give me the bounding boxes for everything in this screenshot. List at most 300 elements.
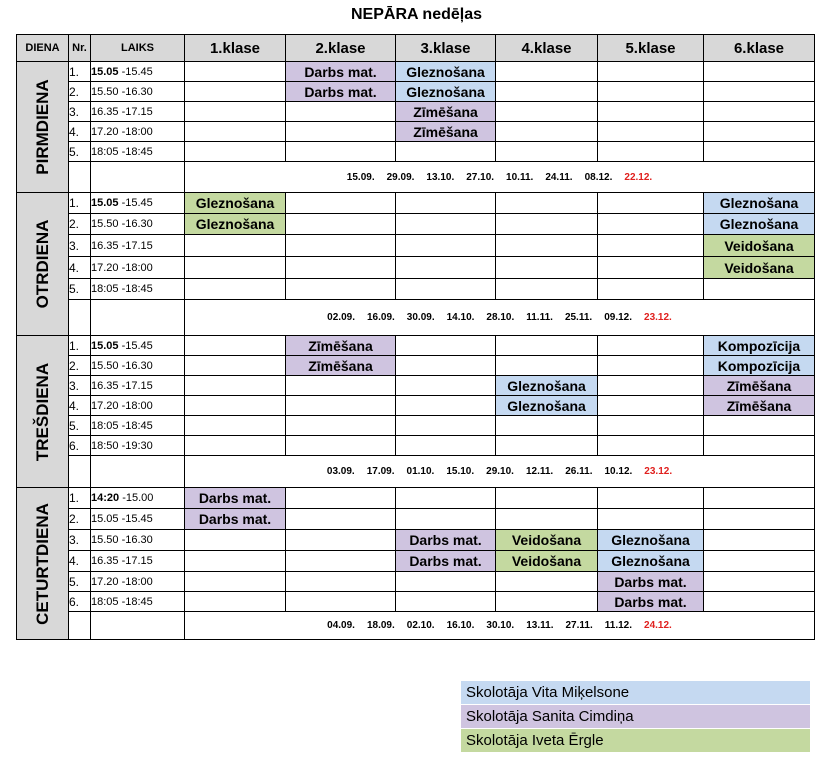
lesson-cell: Darbs mat. [185,509,286,530]
lesson-time-start: 14:20 [91,492,120,504]
lesson-cell [396,193,496,214]
date-item: 30.09. [406,312,435,323]
lesson-time [91,193,185,214]
lesson-cell [396,592,496,612]
table-row [17,376,815,396]
date-item: 16.09. [366,312,395,323]
lesson-cell: Gleznošana [396,62,496,82]
lesson-number: 6. [69,592,91,612]
lesson-cell [286,436,396,456]
lesson-cell [185,62,286,82]
lesson-cell [704,488,815,509]
lesson-time [91,530,185,551]
lesson-cell [496,257,598,279]
lesson-cell: Veidošana [496,530,598,551]
lesson-cell [496,436,598,456]
lesson-number: 2. [69,356,91,376]
table-row [17,551,815,572]
day-label [17,488,69,640]
lesson-cell [496,416,598,436]
schedule-table [16,34,815,640]
lesson-time [91,214,185,235]
date-item: 14.10. [446,312,475,323]
lesson-time-end: -15.45 [118,197,153,209]
lesson-time [91,488,185,509]
day-label [17,336,69,488]
lesson-cell [704,509,815,530]
lesson-cell: Darbs mat. [396,530,496,551]
lesson-time-end: -18:45 [118,283,153,295]
lesson-cell [598,336,704,356]
lesson-time-start: 15.05 [91,513,119,525]
lesson-cell [185,356,286,376]
lesson-number: 5. [69,142,91,162]
empty-cell [69,612,91,640]
header-row [17,35,815,62]
lesson-time [91,416,185,436]
lesson-cell [496,82,598,102]
lesson-cell: Kompozīcija [704,356,815,376]
lesson-time-start: 18:50 [91,439,119,452]
legend-item-teacher-3: Skolotāja Iveta Ērgle [461,729,810,752]
dates-cell [185,300,815,336]
lesson-cell [286,396,396,416]
date-item: 17.09. [366,466,395,477]
table-row [17,102,815,122]
lesson-time-end: -16.30 [118,218,153,230]
lesson-cell [704,551,815,572]
lesson-time-start: 15.50 [91,85,119,98]
date-item: 16.10. [446,620,475,631]
empty-cell [91,162,185,193]
date-item: 27.10. [466,171,495,183]
lesson-cell [286,572,396,592]
header-class-3: 3.klase [396,35,496,62]
table-row [17,396,815,416]
lesson-time-start: 16.35 [91,239,119,252]
lesson-cell [704,122,815,142]
lesson-time [91,356,185,376]
lesson-time-end: -15.45 [118,65,153,78]
header-time: LAIKS [91,35,185,62]
date-item: 28.10. [486,312,515,323]
lesson-number: 4. [69,551,91,572]
lesson-cell [286,376,396,396]
lesson-cell [496,488,598,509]
lesson-cell [185,257,286,279]
date-item: 25.11. [564,312,593,323]
lesson-time-end: -16.30 [118,534,153,546]
date-item: 26.11. [565,466,593,477]
lesson-cell [704,279,815,300]
dates-row [17,300,815,336]
table-row [17,122,815,142]
lesson-time-start: 16.35 [91,379,119,392]
table-row [17,142,815,162]
lesson-number: 2. [69,82,91,102]
lesson-time-end: -16.30 [118,85,153,98]
lesson-time [91,82,185,102]
lesson-cell [396,396,496,416]
lesson-cell [704,142,815,162]
date-item: 15.09. [346,171,375,183]
lesson-time-start: 17.20 [91,125,119,138]
date-item: 11.11. [526,312,553,323]
empty-cell [91,300,185,336]
lesson-time [91,509,185,530]
lesson-time-end: -18:00 [118,575,153,588]
lesson-cell [598,416,704,436]
lesson-cell [396,376,496,396]
lesson-cell [598,279,704,300]
lesson-cell [396,214,496,235]
lesson-cell [185,416,286,436]
lesson-cell [185,279,286,300]
lesson-number: 3. [69,102,91,122]
lesson-time-start: 16.35 [91,555,119,567]
dates-cell [185,612,815,640]
lesson-number: 5. [69,416,91,436]
lesson-time-end: -18:45 [118,145,153,158]
date-item: 10.11. [506,171,534,183]
lesson-cell [704,82,815,102]
lesson-cell [286,551,396,572]
lesson-cell [286,488,396,509]
lesson-cell [598,193,704,214]
lesson-cell [598,376,704,396]
lesson-cell: Darbs mat. [286,62,396,82]
lesson-cell [704,530,815,551]
lesson-cell [286,416,396,436]
lesson-cell [598,436,704,456]
lesson-cell [396,416,496,436]
dates-row [17,612,815,640]
lesson-time [91,62,185,82]
empty-cell [69,162,91,193]
lesson-cell [598,257,704,279]
lesson-cell [286,235,396,257]
lesson-time [91,376,185,396]
lesson-number: 3. [69,376,91,396]
lesson-time-start: 18:05 [91,145,119,158]
lesson-cell: Kompozīcija [704,336,815,356]
lesson-cell: Zīmēšana [396,122,496,142]
date-item: 04.09. [327,620,355,631]
table-row [17,436,815,456]
lesson-cell [496,62,598,82]
empty-cell [69,456,91,488]
lesson-cell: Zīmēšana [396,102,496,122]
lesson-cell: Darbs mat. [185,488,286,509]
empty-cell [91,456,185,488]
lesson-cell [185,82,286,102]
lesson-time [91,572,185,592]
lesson-number: 1. [69,488,91,509]
lesson-time [91,102,185,122]
dates-row [17,456,815,488]
day-name: CETURTDIENA [32,502,52,625]
lesson-time-start: 17.20 [91,575,119,588]
legend-item-teacher-1: Skolotāja Vita Miķelsone [461,681,810,704]
lesson-cell [185,142,286,162]
lesson-cell [598,509,704,530]
header-class-5: 5.klase [598,35,704,62]
lesson-cell [598,396,704,416]
lesson-time-start: 18:05 [91,283,119,295]
lesson-cell: Gleznošana [598,551,704,572]
table-row [17,488,815,509]
lesson-cell [185,235,286,257]
date-item: 03.09. [326,466,355,477]
lesson-time [91,279,185,300]
legend [461,681,810,753]
lesson-cell [396,257,496,279]
lesson-cell: Veidošana [496,551,598,572]
date-item: 01.10. [406,466,435,477]
lesson-cell: Darbs mat. [396,551,496,572]
date-item: 27.11. [565,620,593,631]
lesson-cell [185,102,286,122]
lesson-cell: Gleznošana [396,82,496,102]
date-item: 10.12. [604,466,633,477]
table-row [17,416,815,436]
lesson-number: 1. [69,336,91,356]
lesson-cell [286,102,396,122]
lesson-time-start: 18:05 [91,419,119,432]
header-class-6: 6.klase [704,35,815,62]
lesson-cell [396,235,496,257]
lesson-cell: Veidošana [704,257,815,279]
lesson-cell: Zīmēšana [704,376,815,396]
date-item: 29.10. [486,466,514,477]
lesson-number: 1. [69,62,91,82]
dates-cell [185,162,815,193]
table-row [17,82,815,102]
lesson-cell [496,214,598,235]
lesson-cell [185,396,286,416]
lesson-time-start: 15.50 [91,218,119,230]
date-item: 13.11. [526,620,554,631]
dates-row [17,162,815,193]
lesson-cell [704,416,815,436]
lesson-cell [185,592,286,612]
lesson-time-end: -15.00 [119,492,154,504]
lesson-time [91,122,185,142]
lesson-time [91,235,185,257]
date-item: 24.11. [545,171,573,183]
table-row [17,530,815,551]
lesson-cell [496,193,598,214]
date-item: 08.12. [584,171,613,183]
lesson-cell [496,235,598,257]
lesson-number: 2. [69,509,91,530]
lesson-cell [286,193,396,214]
table-row [17,214,815,235]
lesson-time [91,396,185,416]
lesson-cell [185,122,286,142]
lesson-cell [286,279,396,300]
lesson-cell [496,102,598,122]
lesson-cell [496,592,598,612]
lesson-cell [496,572,598,592]
lesson-cell [286,530,396,551]
lesson-cell [396,336,496,356]
lesson-cell [598,214,704,235]
page-title: NEPĀRA nedēļas [351,6,482,23]
lesson-cell [286,142,396,162]
header-class-1: 1.klase [185,35,286,62]
lesson-cell [185,530,286,551]
lesson-time-end: -17.15 [118,555,153,567]
lesson-number: 6. [69,436,91,456]
date-item: 12.11. [525,466,554,477]
lesson-cell [598,122,704,142]
lesson-cell: Darbs mat. [598,592,704,612]
legend-item-teacher-2: Skolotāja Sanita Cimdiņa [461,705,810,728]
lesson-cell [704,62,815,82]
lesson-cell [396,488,496,509]
lesson-number: 5. [69,572,91,592]
lesson-time-start: 17.20 [91,261,119,274]
day-name: OTRDIENA [32,219,52,309]
lesson-cell [286,257,396,279]
lesson-number: 4. [69,396,91,416]
lesson-number: 5. [69,279,91,300]
lesson-number: 1. [69,193,91,214]
lesson-cell [704,436,815,456]
date-item: 30.10. [486,620,515,631]
table-row [17,193,815,214]
date-item: 02.09. [327,312,355,323]
lesson-cell [286,592,396,612]
lesson-cell [185,572,286,592]
table-row [17,336,815,356]
lesson-time-end: -19:30 [118,439,153,452]
lesson-time-start: 17.20 [91,399,119,412]
lesson-cell [598,142,704,162]
lesson-cell [396,572,496,592]
header-nr: Nr. [69,35,91,62]
lesson-cell [704,572,815,592]
lesson-cell: Darbs mat. [598,572,704,592]
lesson-time-end: -16.30 [118,359,153,372]
day-label [17,62,69,193]
lesson-cell [704,592,815,612]
date-item-highlight: 24.12. [644,620,672,631]
lesson-time [91,551,185,572]
lesson-cell: Darbs mat. [286,82,396,102]
lesson-cell [598,102,704,122]
lesson-time [91,257,185,279]
lesson-cell [598,82,704,102]
lesson-time-end: -18:45 [118,419,153,432]
lesson-time-end: -18:00 [118,125,153,138]
date-item-highlight: 23.12. [644,466,673,477]
header-day: DIENA [17,35,69,62]
date-item: 18.09. [366,620,395,631]
day-name: PIRMDIENA [32,79,52,175]
date-item: 29.09. [386,171,415,183]
lesson-cell [496,356,598,376]
lesson-cell [286,122,396,142]
table-row [17,509,815,530]
lesson-cell: Zīmēšana [286,336,396,356]
table-row [17,235,815,257]
lesson-time-end: -18:00 [118,261,153,274]
lesson-cell: Gleznošana [704,214,815,235]
lesson-time [91,336,185,356]
lesson-cell [598,356,704,376]
day-name: TREŠDIENA [32,362,52,461]
lesson-cell: Gleznošana [496,396,598,416]
date-item-highlight: 22.12. [624,171,653,183]
lesson-cell [396,142,496,162]
lesson-cell: Zīmēšana [704,396,815,416]
lesson-cell [286,214,396,235]
lesson-cell: Gleznošana [185,214,286,235]
header-class-4: 4.klase [496,35,598,62]
lesson-cell [704,102,815,122]
table-row [17,356,815,376]
lesson-time-end: -17.15 [118,239,153,252]
lesson-cell [496,336,598,356]
lesson-cell [598,488,704,509]
lesson-cell [496,509,598,530]
lesson-cell [396,279,496,300]
lesson-cell [185,551,286,572]
empty-cell [91,612,185,640]
lesson-cell [396,509,496,530]
date-item-highlight: 23.12. [644,312,672,323]
date-item: 11.12. [604,620,633,631]
date-item: 02.10. [406,620,435,631]
lesson-cell: Gleznošana [185,193,286,214]
table-row [17,279,815,300]
header-class-2: 2.klase [286,35,396,62]
date-item: 15.10. [446,466,475,477]
lesson-cell [496,142,598,162]
lesson-cell: Veidošana [704,235,815,257]
dates-cell [185,456,815,488]
lesson-number: 4. [69,122,91,142]
lesson-cell [496,122,598,142]
lesson-time-start: 15.50 [91,359,119,372]
lesson-time-start: 15.05 [91,197,119,209]
lesson-cell [185,336,286,356]
lesson-time-end: -17.15 [118,379,153,392]
date-item: 09.12. [604,312,633,323]
lesson-time-start: 15.05 [91,65,119,78]
table-row [17,257,815,279]
lesson-cell [396,356,496,376]
lesson-time-end: -18:00 [118,399,153,412]
lesson-time [91,436,185,456]
lesson-cell: Gleznošana [704,193,815,214]
table-row [17,592,815,612]
lesson-cell: Zīmēšana [286,356,396,376]
lesson-time [91,592,185,612]
lesson-time-start: 15.05 [91,339,119,352]
lesson-cell [396,436,496,456]
lesson-number: 3. [69,530,91,551]
lesson-time [91,142,185,162]
lesson-time-start: 18:05 [91,595,119,608]
lesson-cell: Gleznošana [496,376,598,396]
lesson-number: 2. [69,214,91,235]
lesson-time-end: -17.15 [118,105,153,118]
lesson-time-start: 16.35 [91,105,119,118]
lesson-time-end: -18:45 [118,595,153,608]
